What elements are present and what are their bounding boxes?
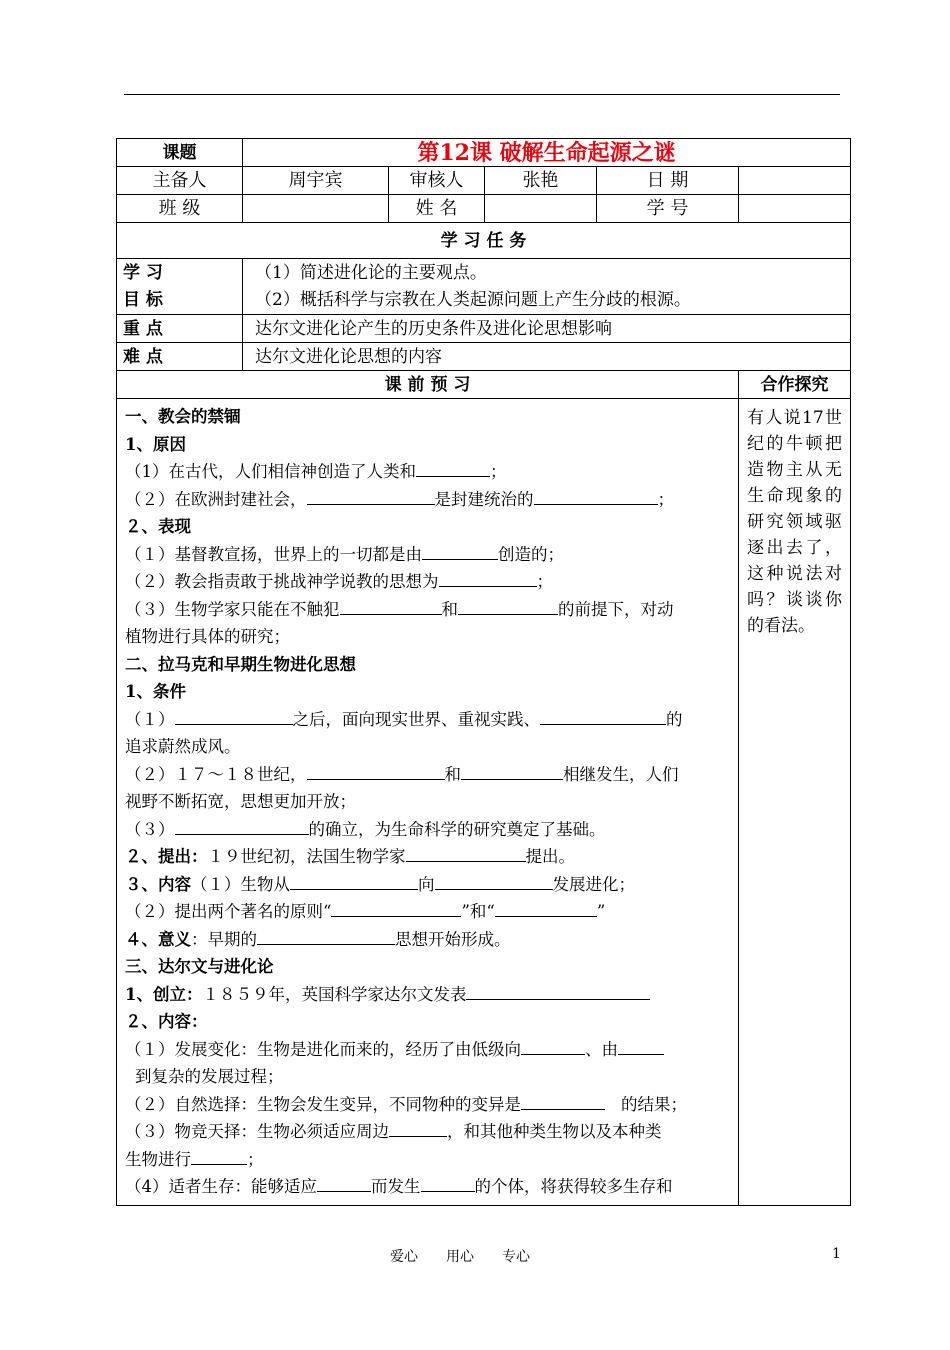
text: 和 [441, 599, 458, 619]
text: 思想开始形成。 [395, 929, 511, 949]
item-2-1-a [125, 706, 730, 734]
item-1-2-c [125, 596, 730, 624]
cooperation-text: 有人说17世纪的牛顿把造物主从无生命现象的研究领域驱逐出去了，这种说法对吗？谈谈你的看法。 [739, 399, 851, 1206]
footer-motto [390, 1246, 558, 1266]
text: ； [536, 572, 553, 591]
text: ３、内容 [125, 874, 191, 894]
motto-1: 爱心 [390, 1249, 418, 1265]
text: ：早期的 [191, 929, 257, 949]
goal-label-line-1: 学 习 [123, 262, 163, 283]
section-2-heading: 二、拉马克和早期生物进化思想 [125, 654, 356, 674]
section-2-1-heading: 1、条件 [125, 682, 186, 701]
item-2-1-b-cont: 视野不断拓宽，思想更加开放； [125, 792, 356, 811]
blank[interactable] [416, 458, 490, 477]
page-number: 1 [832, 1246, 841, 1262]
blank[interactable] [421, 1173, 475, 1192]
text: （３）生物学家只能在不触犯 [125, 599, 340, 619]
blank[interactable] [331, 898, 461, 917]
item-2-3-b [125, 898, 730, 926]
text: ； [657, 489, 674, 509]
text: 是封建统治的 [434, 489, 534, 509]
blank[interactable] [521, 1036, 585, 1055]
reviewer-name: 张艳 [485, 167, 597, 195]
blank[interactable] [191, 1146, 247, 1165]
blank[interactable] [317, 1173, 371, 1192]
number-field[interactable] [739, 195, 851, 223]
number-label: 学 号 [597, 195, 739, 223]
goal-label-line-2: 目 标 [123, 289, 163, 310]
text: ； [247, 1149, 264, 1169]
text: （３） [125, 819, 175, 839]
item-3-2-a [125, 1036, 730, 1064]
blank[interactable] [406, 843, 526, 862]
blank[interactable] [257, 926, 395, 945]
text: （1）在古代，人们相信神创造了人类和 [125, 462, 416, 481]
cooperation-title: 合作探究 [739, 371, 851, 399]
text: ” [596, 902, 606, 921]
blank[interactable] [521, 1091, 605, 1110]
item-2-1-a-cont: 追求蔚然成风。 [125, 737, 241, 756]
text: 1、创立： [125, 984, 203, 1004]
text: （２）在欧洲封建社会， [125, 489, 307, 509]
item-2-1-b [125, 761, 730, 789]
blank[interactable] [495, 898, 597, 917]
item-3-2-d [125, 1173, 730, 1201]
motto-2: 用心 [446, 1249, 474, 1265]
preparer-label: 主备人 [117, 167, 243, 195]
blank[interactable] [307, 486, 435, 505]
blank[interactable] [458, 596, 558, 615]
text: 的 [666, 709, 683, 729]
text: 的确立，为生命科学的研究奠定了基础。 [308, 819, 606, 839]
preview-section-title: 课 前 预 习 [117, 371, 739, 399]
item-3-1 [125, 981, 730, 1009]
text: 的结果； [621, 1094, 687, 1114]
class-label: 班 级 [117, 195, 243, 223]
text: 的前提下，对动 [558, 599, 674, 619]
item-3-2-a-cont: 到复杂的发展过程； [135, 1067, 284, 1086]
item-2-1-c [125, 816, 730, 844]
item-2-4 [125, 926, 730, 954]
text: （２）提出两个著名的原则“ [125, 902, 332, 921]
goals [243, 259, 851, 315]
text: ２、提出： [125, 847, 208, 866]
item-3-2-b [125, 1091, 730, 1119]
goal-2: （2）概括科学与宗教在人类起源问题上产生分歧的根源。 [255, 289, 691, 310]
text: 和 [444, 764, 461, 784]
blank[interactable] [466, 981, 650, 1000]
blank[interactable] [175, 706, 293, 725]
text: （３）物竞天择：生物必须适应周边 [125, 1122, 389, 1141]
blank[interactable] [307, 761, 445, 780]
blank[interactable] [389, 1118, 447, 1137]
text: ”和“ [461, 902, 495, 921]
blank[interactable] [461, 761, 563, 780]
topic-label: 课题 [117, 139, 243, 167]
text: （4）适者生存：能够适应 [125, 1177, 317, 1196]
tasks-section-title: 学 习 任 务 [117, 223, 851, 259]
section-1-1-heading: 1、原因 [125, 434, 186, 454]
item-3-2-c [125, 1118, 730, 1146]
item-1-2-a [125, 541, 730, 569]
text: （１）发展变化：生物是进化而来的，经历了由低级向 [125, 1039, 521, 1059]
lesson-title: 第12课 破解生命起源之谜 [243, 139, 851, 167]
text: 创造的； [498, 544, 564, 564]
text: ； [490, 462, 507, 481]
text: 提出。 [525, 847, 575, 866]
reviewer-label: 审核人 [389, 167, 485, 195]
blank[interactable] [534, 486, 658, 505]
item-1-2-c-cont: 植物进行具体的研究； [125, 627, 290, 646]
class-field[interactable] [243, 195, 389, 223]
section-3-2-heading: ２、内容： [125, 1012, 208, 1031]
date-label: 日 期 [597, 167, 739, 195]
blank[interactable] [175, 816, 309, 835]
blank[interactable] [540, 706, 666, 725]
text: （２）自然选择：生物会发生变异，不同物种的变异是 [125, 1094, 521, 1114]
goal-label [117, 259, 243, 315]
header-rule [124, 94, 840, 95]
preparer-name: 周宇宾 [243, 167, 389, 195]
blank[interactable] [422, 541, 498, 560]
text: 向 [418, 874, 435, 894]
section-3-heading: 三、达尔文与进化论 [125, 957, 274, 976]
preview-content [117, 399, 739, 1206]
item-1-2-b [125, 568, 730, 596]
item-2-3 [125, 871, 730, 899]
blank[interactable] [340, 596, 442, 615]
item-1-1-b [125, 486, 730, 514]
text: ，和其他种类生物以及本种类 [447, 1122, 662, 1141]
text: 发展进化； [552, 874, 635, 894]
section-1-heading: 一、教会的禁锢 [125, 407, 241, 426]
blank[interactable] [439, 568, 537, 587]
text: （１）基督教宣扬，世界上的一切都是由 [125, 544, 422, 564]
item-2-2 [125, 843, 730, 871]
text: （１）生物从 [191, 874, 290, 894]
text: １８５９年，英国科学家达尔文发表 [202, 984, 467, 1004]
blank[interactable] [435, 871, 553, 890]
date-field[interactable] [739, 167, 851, 195]
item-3-2-c-cont [125, 1146, 730, 1174]
motto-3: 专心 [502, 1249, 530, 1265]
text: 之后，面向现实世界、重视实践、 [292, 709, 540, 729]
section-1-2-heading: ２、表现 [125, 517, 191, 536]
goal-1: （1）简述进化论的主要观点。 [255, 262, 487, 283]
lesson-plan-table [116, 138, 851, 1206]
text: （２）教会指责敢于挑战神学说教的思想为 [125, 572, 439, 591]
text: 的个体，将获得较多生存和 [474, 1177, 673, 1196]
key-point-text: 达尔文进化论产生的历史条件及进化论思想影响 [243, 315, 851, 343]
text: 生物进行 [125, 1149, 191, 1169]
item-1-1-a [125, 458, 730, 486]
difficulty-text: 达尔文进化论思想的内容 [243, 343, 851, 371]
text: （１） [125, 709, 175, 729]
blank[interactable] [618, 1036, 664, 1055]
text: （２）１７～１８世纪， [125, 764, 307, 784]
blank[interactable] [290, 871, 418, 890]
name-field[interactable] [485, 195, 597, 223]
text: 而发生 [371, 1177, 421, 1196]
text: ４、意义 [125, 929, 191, 949]
text: 、由 [585, 1039, 618, 1059]
difficulty-label: 难 点 [117, 343, 243, 371]
key-point-label: 重 点 [117, 315, 243, 343]
text: １９世纪初，法国生物学家 [207, 847, 406, 866]
text: 相继发生，人们 [563, 764, 679, 784]
name-label: 姓 名 [389, 195, 485, 223]
